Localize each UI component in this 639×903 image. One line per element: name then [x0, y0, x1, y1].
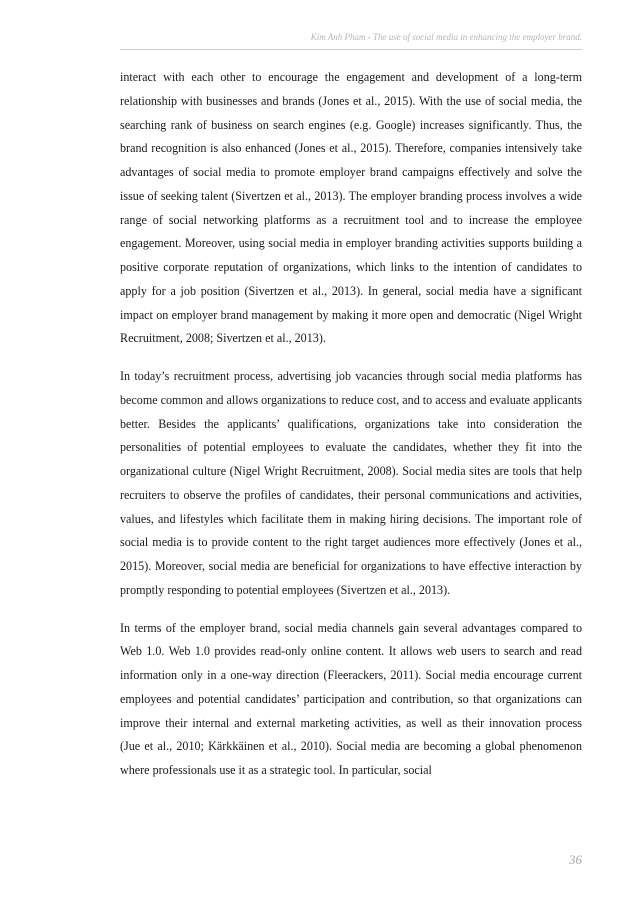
body-text [120, 66, 582, 797]
running-header: Kim Anh Pham - The use of social media in enhancing the employer brand. [310, 32, 582, 42]
page-number: 36 [569, 852, 582, 867]
header-divider [120, 49, 582, 50]
paragraph-2: In today’s recruitment process, advertising job vacancies through social media platforms has become common and allows organizations to reduce cost, and to access and evaluate applicants better. Besides the applicants’ qualifications, organizations take into consideration the personalities of potential employees to evaluate the candidates, whether they fit into the organizational culture (Nigel Wright Recruitment, 2008). Social media sites are tools that help recruiters to observe the profiles of candidates, their personal communications and activities, values, and lifestyles which facilitate them in making hiring decisions. The important role of social media is to provide content to the right target audiences more effectively (Jones et al., 2015). Moreover, social media are beneficial for organizations to have effective interaction by promptly responding to potential employees (Sivertzen et al., 2013). [120, 369, 582, 597]
paragraph-3: In terms of the employer brand, social media channels gain several advantages compared to Web 1.0. Web 1.0 provides read-only online content. It allows web users to search and read information only in a one-way direction (Fleerackers, 2011). Social media encourage current employees and potential candidates’ participation and contribution, so that organizations can improve their internal and external marketing activities, as well as their innovation process (Jue et al., 2010; Kärkkäinen et al., 2010). Social media are becoming a global phenomenon where professionals use it as a strategic tool. In particular, social [120, 620, 582, 777]
paragraph-1: interact with each other to encourage the engagement and development of a long-term relationship with businesses and brands (Jones et al., 2015). With the use of social media, the searching rank of business on search engines (e.g. Google) increases significantly. Thus, the brand recognition is also enhanced (Jones et al., 2015). Therefore, companies intensively take advantages of social media to promote employer brand campaigns effectively and solve the issue of seeking talent (Sivertzen et al., 2013). The employer branding process involves a wide range of social networking platforms as a recruitment tool and to increase the employee engagement. Moreover, using social media in employer branding activities supports building a positive corporate reputation of organizations, which links to the intention of candidates to apply for a job position (Sivertzen et al., 2013). In general, social media have a significant impact on employer brand management by making it more open and democratic (Nigel Wright Recruitment, 2008; Sivertzen et al., 2013). [120, 70, 582, 346]
